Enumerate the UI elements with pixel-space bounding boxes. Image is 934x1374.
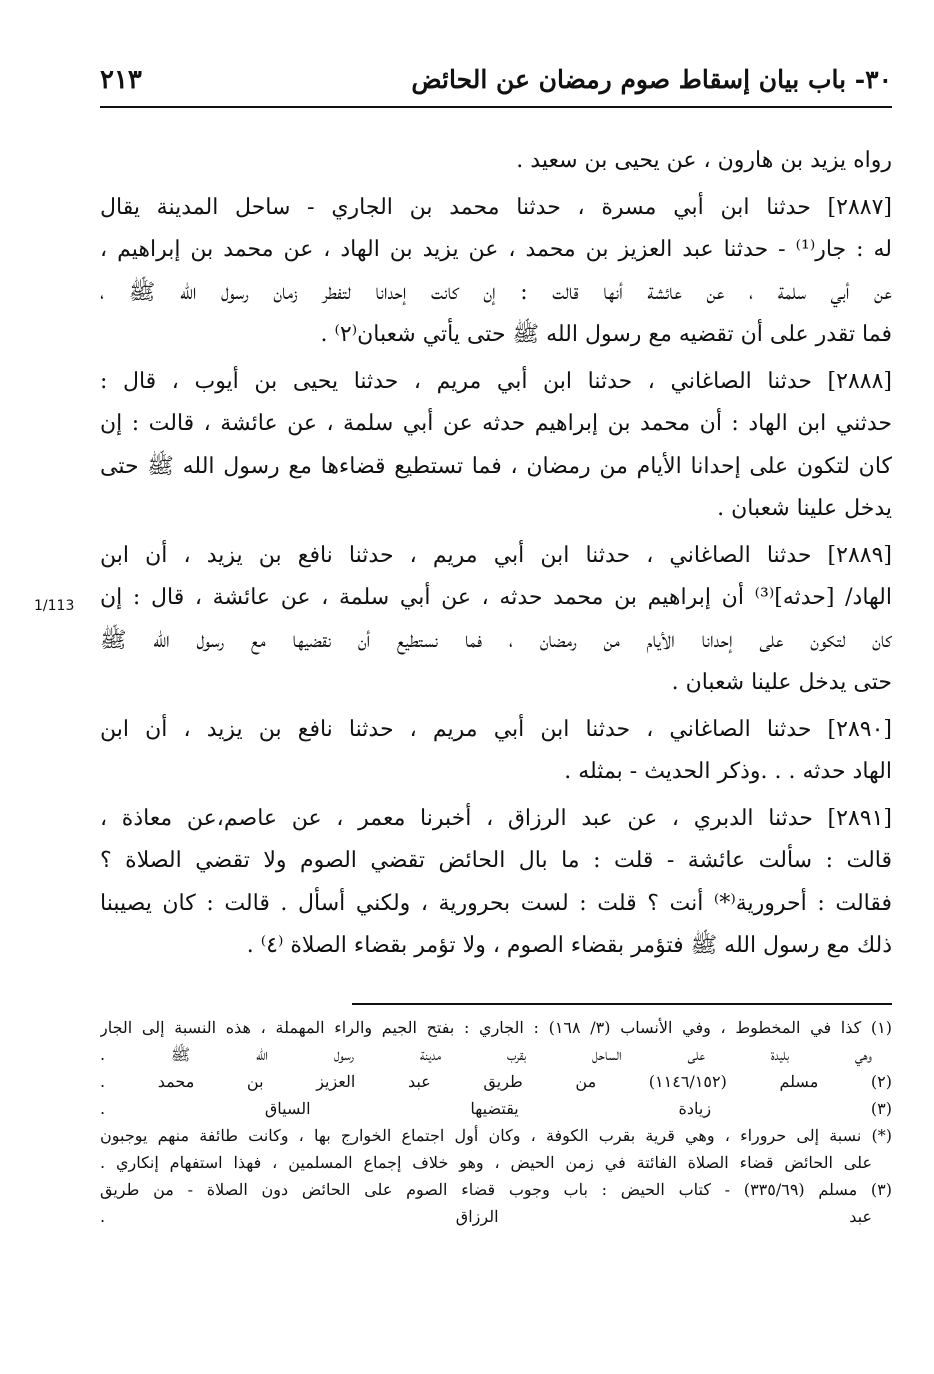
- text-line: فما تقدر على أن تقضيه مع رسول الله ﷺ حتى يأتي شعبان⁽٢⁾ .: [320, 322, 892, 347]
- text-line: [٢٨٨٩] حدثنا الصاغاني ، حدثنا ابن أبي مريم ، حدثنا نافع بن يزيد ، أن ابن: [100, 542, 892, 568]
- paragraph-intro: [100, 140, 892, 183]
- text-line: ذلك مع رسول الله ﷺ فتؤمر بقضاء الصوم ، ولا تؤمر بقضاء الصلاة ⁽٤⁾ .: [246, 933, 892, 958]
- text-line: [٢٨٩٠] حدثنا الصاغاني ، حدثنا ابن أبي مريم ، حدثنا نافع بن يزيد ، أن ابن: [100, 716, 892, 742]
- footnote-line: على الحائض قضاء الصلاة الفائتة في زمن الحيض ، وهو خلاف إجماع المسلمين ، فهذا استفهام إنكاري .: [100, 1153, 872, 1172]
- text-line: رواه يزيد بن هارون ، عن يحيى بن سعيد .: [516, 148, 892, 173]
- footnote-1: [100, 1014, 892, 1068]
- footnotes: [100, 1014, 892, 1230]
- footnote-4: [100, 1176, 892, 1230]
- text-line: كان لتكون على إحدانا الأيام من رمضان ، فما نستطيع أن نقضيها مع رسول الله ﷺ: [100, 627, 892, 653]
- text-line: حتى يدخل علينا شعبان .: [671, 670, 892, 695]
- text-line: كان لتكون على إحدانا الأيام من رمضان ، فما تستطيع قضاءها مع رسول الله ﷺ حتى: [100, 453, 892, 479]
- text-line: [٢٨٨٨] حدثنا الصاغاني ، حدثنا ابن أبي مريم ، حدثنا يحيى بن أيوب ، قال :: [100, 368, 892, 394]
- footnote-line: (٣) زيادة يقتضيها السياق .: [100, 1099, 892, 1118]
- footnote-line: (٣) مسلم (٣٣٥/٦٩) - كتاب الحيض : باب وجوب قضاء الصوم على الحائض دون الصلاة - من طريق: [100, 1180, 892, 1199]
- text-line: قالت : سألت عائشة - قلت : ما بال الحائض تقضي الصوم ولا تقضي الصلاة ؟: [100, 848, 892, 873]
- hadith-2890: [100, 709, 892, 794]
- text-line: يدخل علينا شعبان .: [717, 496, 892, 521]
- hadith-2891: [100, 798, 892, 968]
- footnote-line: (*) نسبة إلى حروراء ، وهي قرية بقرب الكوفة ، وكان أول اجتماع الخوارج بها ، وكانت طائفة منهم يوجبون: [100, 1126, 892, 1145]
- footnote-divider: [352, 1003, 892, 1005]
- text-line: حدثني ابن الهاد : أن محمد بن إبراهيم حدثه عن أبي سلمة ، عن عائشة ، قالت : إن: [100, 411, 892, 436]
- page-header: [100, 62, 892, 108]
- text-line: الهاد/ [حدثه]⁽³⁾ أن إبراهيم بن محمد حدثه ، عن أبي سلمة ، عن عائشة ، قال : إن: [100, 585, 892, 610]
- main-text: [100, 140, 892, 972]
- footnote-line: (٢) مسلم (١١٤٦/١٥٢) من طريق عبد العزيز بن محمد .: [100, 1072, 892, 1091]
- footnote-line: (١) كذا في المخطوط ، وفي الأنساب (٣/ ١٦٨) : الجاري : بفتح الجيم والراء المهملة ، هذه النسبة إلى الجار: [100, 1018, 892, 1037]
- text-line: عن أبي سلمة ، عن عائشة أنها قالت : إن كانت إحدانا لتفطر زمان رسول الله ﷺ ،: [100, 279, 892, 305]
- footnote-3: [100, 1095, 892, 1122]
- page-number: ٢١٣: [100, 65, 142, 95]
- footnote-star: [100, 1122, 892, 1176]
- footnote-2: [100, 1068, 892, 1095]
- text-line: له : جار⁽¹⁾ - حدثنا عبد العزيز بن محمد ، عن يزيد بن الهاد ، عن محمد بن إبراهيم ،: [100, 237, 892, 262]
- hadith-2889: [100, 535, 892, 705]
- chapter-title: ٣٠- باب بيان إسقاط صوم رمضان عن الحائض: [411, 65, 892, 94]
- text-line: فقالت : أحرورية⁽*⁾ أنت ؟ قلت : لست بحرورية ، ولكني أسأل . قالت : كان يصيبنا: [100, 890, 892, 916]
- footnote-line: وهي بليدة على الساحل بقرب مدينة رسول الله ﷺ .: [100, 1045, 872, 1064]
- footnote-line: عبد الرزاق .: [100, 1207, 872, 1226]
- text-line: [٢٨٩١] حدثنا الدبري ، عن عبد الرزاق ، أخبرنا معمر ، عن عاصم،عن معاذة ،: [100, 805, 892, 831]
- hadith-2887: [100, 187, 892, 357]
- text-line: الهاد حدثه . . .وذكر الحديث - بمثله .: [564, 759, 892, 784]
- text-line: [٢٨٨٧] حدثنا ابن أبي مسرة ، حدثنا محمد بن الجاري - ساحل المدينة يقال: [100, 194, 892, 220]
- hadith-2888: [100, 361, 892, 531]
- manuscript-folio-note: 1/113: [34, 598, 75, 614]
